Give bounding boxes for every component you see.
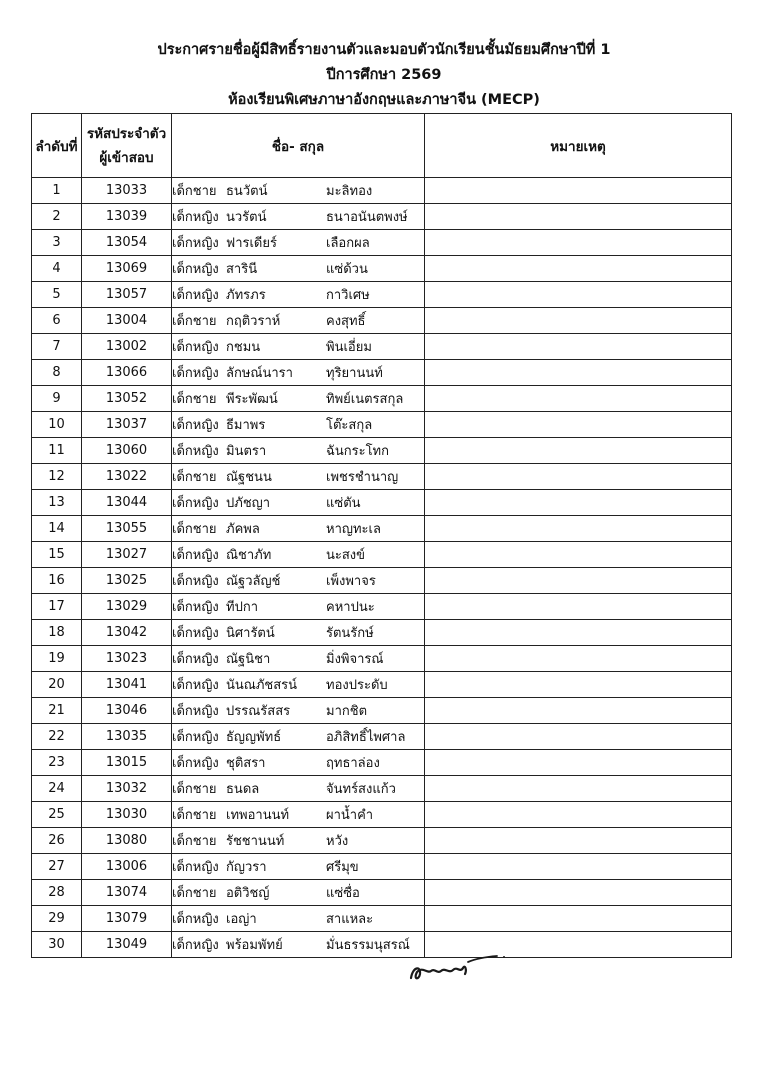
table-row	[32, 282, 732, 308]
first-name: กชมน	[226, 340, 261, 355]
table-row	[32, 308, 732, 334]
table-row	[32, 256, 732, 282]
row-number: 18	[32, 620, 82, 646]
first-name: ณิชาภัท	[226, 548, 272, 563]
name-prefix: เด็กหญิง	[172, 756, 219, 771]
student-name	[172, 802, 425, 828]
exam-id: 13046	[82, 698, 172, 724]
remark	[425, 698, 732, 724]
exam-id: 13015	[82, 750, 172, 776]
first-name: กฤติวราห์	[226, 314, 281, 329]
remark	[425, 594, 732, 620]
last-name: โต๊ะสกุล	[326, 418, 373, 433]
first-name: เทพอานนท์	[226, 808, 290, 823]
exam-id: 13033	[82, 178, 172, 204]
row-number: 30	[32, 932, 82, 958]
name-prefix: เด็กหญิง	[172, 678, 219, 693]
name-prefix: เด็กชาย	[172, 392, 217, 407]
last-name: แซ่ซื่อ	[326, 886, 360, 901]
row-number: 10	[32, 412, 82, 438]
column-header-remark: หมายเหตุ	[425, 114, 732, 178]
first-name: นวรัตน์	[226, 210, 267, 225]
column-header-exam-id	[82, 114, 172, 178]
last-name: รัตนรักษ์	[326, 626, 374, 641]
student-name	[172, 932, 425, 958]
last-name: มั่นธรรมนุสรณ์	[326, 938, 410, 953]
name-prefix: เด็กหญิง	[172, 262, 219, 277]
remark	[425, 828, 732, 854]
student-name	[172, 880, 425, 906]
table-row	[32, 594, 732, 620]
remark	[425, 802, 732, 828]
remark	[425, 178, 732, 204]
exam-id: 13006	[82, 854, 172, 880]
first-name: ภัทรภร	[226, 288, 266, 303]
row-number: 14	[32, 516, 82, 542]
exam-id: 13049	[82, 932, 172, 958]
last-name: เพ็งพาจร	[326, 574, 376, 589]
table-row	[32, 932, 732, 958]
row-number: 22	[32, 724, 82, 750]
table-row	[32, 802, 732, 828]
first-name: ฟารเดียร์	[226, 236, 277, 251]
table-row	[32, 672, 732, 698]
table-row	[32, 230, 732, 256]
document-header	[0, 38, 768, 113]
remark	[425, 464, 732, 490]
first-name: ณัฐวลัญช์	[226, 574, 281, 589]
first-name: ณัฐชนน	[226, 470, 272, 485]
remark	[425, 516, 732, 542]
remark	[425, 880, 732, 906]
exam-id: 13054	[82, 230, 172, 256]
last-name: แซ่ตัน	[326, 496, 361, 511]
row-number: 12	[32, 464, 82, 490]
first-name: รัชชานนท์	[226, 834, 285, 849]
remark	[425, 438, 732, 464]
last-name: ธนาอนันตพงษ์	[326, 210, 408, 225]
first-name: ธนดล	[226, 782, 260, 797]
exam-id: 13004	[82, 308, 172, 334]
exam-id: 13025	[82, 568, 172, 594]
row-number: 11	[32, 438, 82, 464]
row-number: 4	[32, 256, 82, 282]
name-prefix: เด็กหญิง	[172, 730, 219, 745]
last-name: ฤทธาล่อง	[326, 756, 380, 771]
name-prefix: เด็กหญิง	[172, 496, 219, 511]
row-number: 13	[32, 490, 82, 516]
exam-id: 13052	[82, 386, 172, 412]
table-row	[32, 828, 732, 854]
student-name	[172, 282, 425, 308]
exam-id: 13060	[82, 438, 172, 464]
first-name: ธีมาพร	[226, 418, 266, 433]
table-row	[32, 178, 732, 204]
table-row	[32, 568, 732, 594]
last-name: พินเอี่ยม	[326, 340, 372, 355]
exam-id: 13029	[82, 594, 172, 620]
announcement-title: ประกาศรายชื่อผู้มีสิทธิ์รายงานตัวและมอบตัวนักเรียนชั้นมัธยมศึกษาปีที่ 1	[157, 42, 611, 58]
name-prefix: เด็กหญิง	[172, 340, 219, 355]
row-number: 8	[32, 360, 82, 386]
table-row	[32, 854, 732, 880]
row-number: 5	[32, 282, 82, 308]
table-row	[32, 464, 732, 490]
table-row	[32, 386, 732, 412]
first-name: นันณภัชสรน์	[226, 678, 298, 693]
first-name: พีระพัฒน์	[226, 392, 278, 407]
student-name	[172, 750, 425, 776]
last-name: นะสงข์	[326, 548, 366, 563]
remark	[425, 776, 732, 802]
remark	[425, 542, 732, 568]
last-name: ทองประดับ	[326, 678, 388, 693]
student-name	[172, 308, 425, 334]
student-name	[172, 906, 425, 932]
table-row	[32, 698, 732, 724]
row-number: 27	[32, 854, 82, 880]
remark	[425, 750, 732, 776]
row-number: 16	[32, 568, 82, 594]
last-name: ฉันกระโทก	[326, 444, 390, 459]
last-name: อภิสิทธิ์ไพศาล	[326, 730, 406, 745]
row-number: 21	[32, 698, 82, 724]
exam-id: 13037	[82, 412, 172, 438]
remark	[425, 568, 732, 594]
table-row	[32, 490, 732, 516]
first-name: ภัคพล	[226, 522, 260, 537]
remark	[425, 256, 732, 282]
name-prefix: เด็กชาย	[172, 184, 217, 199]
remark	[425, 282, 732, 308]
student-name	[172, 360, 425, 386]
name-prefix: เด็กหญิง	[172, 574, 219, 589]
last-name: ทุริยานนท์	[326, 366, 383, 381]
first-name: สารินี	[226, 262, 258, 277]
student-name	[172, 646, 425, 672]
column-header-no: ลำดับที่	[32, 114, 82, 178]
header-row	[32, 114, 732, 178]
table-row	[32, 204, 732, 230]
first-name: มินตรา	[226, 444, 267, 459]
first-name: พร้อมพัทย์	[226, 938, 283, 953]
column-header-exam-id-line1: รหัสประจำตัว	[86, 125, 167, 142]
student-name	[172, 568, 425, 594]
row-number: 7	[32, 334, 82, 360]
name-prefix: เด็กหญิง	[172, 548, 219, 563]
column-header-exam-id-line2: ผู้เข้าสอบ	[99, 149, 154, 166]
name-prefix: เด็กชาย	[172, 886, 217, 901]
student-name	[172, 256, 425, 282]
name-prefix: เด็กหญิง	[172, 210, 219, 225]
first-name: ทีปกา	[226, 600, 258, 615]
table-row	[32, 360, 732, 386]
last-name: ศรีมุข	[326, 860, 359, 875]
table-row	[32, 750, 732, 776]
name-prefix: เด็กชาย	[172, 470, 217, 485]
exam-id: 13079	[82, 906, 172, 932]
table-row	[32, 880, 732, 906]
row-number: 23	[32, 750, 82, 776]
exam-id: 13041	[82, 672, 172, 698]
exam-id: 13042	[82, 620, 172, 646]
row-number: 6	[32, 308, 82, 334]
table-body	[32, 178, 732, 958]
row-number: 3	[32, 230, 82, 256]
row-number: 19	[32, 646, 82, 672]
exam-id: 13022	[82, 464, 172, 490]
last-name: มากชิต	[326, 704, 368, 719]
last-name: คงสุทธิ์	[326, 314, 366, 329]
name-prefix: เด็กชาย	[172, 314, 217, 329]
student-name	[172, 334, 425, 360]
row-number: 2	[32, 204, 82, 230]
table-row	[32, 620, 732, 646]
student-name	[172, 464, 425, 490]
exam-id: 13066	[82, 360, 172, 386]
exam-id: 13069	[82, 256, 172, 282]
student-name	[172, 672, 425, 698]
remark	[425, 672, 732, 698]
table-row	[32, 334, 732, 360]
name-prefix: เด็กหญิง	[172, 938, 219, 953]
row-number: 24	[32, 776, 82, 802]
name-prefix: เด็กหญิง	[172, 626, 219, 641]
student-name	[172, 490, 425, 516]
student-name	[172, 828, 425, 854]
row-number: 28	[32, 880, 82, 906]
remark	[425, 854, 732, 880]
remark	[425, 308, 732, 334]
remark	[425, 620, 732, 646]
exam-id: 13074	[82, 880, 172, 906]
exam-id: 13055	[82, 516, 172, 542]
student-name	[172, 178, 425, 204]
row-number: 20	[32, 672, 82, 698]
name-prefix: เด็กชาย	[172, 808, 217, 823]
remark	[425, 386, 732, 412]
exam-id: 13030	[82, 802, 172, 828]
exam-id: 13080	[82, 828, 172, 854]
first-name: อติวิชญ์	[226, 886, 270, 901]
last-name: หวัง	[326, 834, 349, 849]
row-number: 29	[32, 906, 82, 932]
academic-year: ปีการศึกษา 2569	[326, 67, 442, 83]
first-name: กัญวรา	[226, 860, 267, 875]
student-name	[172, 516, 425, 542]
remark	[425, 360, 732, 386]
row-number: 9	[32, 386, 82, 412]
name-prefix: เด็กหญิง	[172, 704, 219, 719]
first-name: ธนวัตน์	[226, 184, 268, 199]
name-prefix: เด็กหญิง	[172, 288, 219, 303]
student-name	[172, 204, 425, 230]
name-prefix: เด็กหญิง	[172, 236, 219, 251]
remark	[425, 230, 732, 256]
first-name: ปภัชญา	[226, 496, 271, 511]
student-name	[172, 438, 425, 464]
student-name	[172, 620, 425, 646]
remark	[425, 724, 732, 750]
student-name	[172, 854, 425, 880]
row-number: 25	[32, 802, 82, 828]
exam-id: 13039	[82, 204, 172, 230]
last-name: จันทร์สงแก้ว	[326, 782, 396, 797]
first-name: ลักษณ์นารา	[226, 366, 293, 381]
last-name: มิ่งพิจารณ์	[326, 652, 384, 667]
remark	[425, 204, 732, 230]
exam-id: 13032	[82, 776, 172, 802]
last-name: แซ่ด้วน	[326, 262, 368, 277]
first-name: ธัญญพัทธ์	[226, 730, 282, 745]
remark	[425, 334, 732, 360]
student-name	[172, 698, 425, 724]
last-name: คหาปนะ	[326, 600, 375, 615]
last-name: เพชรชำนาญ	[326, 470, 399, 485]
name-prefix: เด็กหญิง	[172, 418, 219, 433]
name-prefix: เด็กหญิง	[172, 366, 219, 381]
column-header-name: ชื่อ- สกุล	[172, 114, 425, 178]
last-name: เลือกผล	[326, 236, 370, 251]
student-name	[172, 230, 425, 256]
program-name: ห้องเรียนพิเศษภาษาอังกฤษและภาษาจีน (MECP)	[228, 92, 540, 108]
last-name: สาแหละ	[326, 912, 374, 927]
name-prefix: เด็กหญิง	[172, 444, 219, 459]
exam-id: 13002	[82, 334, 172, 360]
table-row	[32, 724, 732, 750]
last-name: กาวิเศษ	[326, 288, 370, 303]
first-name: ปรรณรัสสร	[226, 704, 291, 719]
remark	[425, 412, 732, 438]
name-prefix: เด็กหญิง	[172, 912, 219, 927]
first-name: ณัฐนิชา	[226, 652, 271, 667]
student-name	[172, 412, 425, 438]
table-row	[32, 412, 732, 438]
student-name	[172, 724, 425, 750]
last-name: ผาน้ำคำ	[326, 808, 374, 823]
name-prefix: เด็กหญิง	[172, 600, 219, 615]
row-number: 26	[32, 828, 82, 854]
exam-id: 13027	[82, 542, 172, 568]
first-name: นิศารัตน์	[226, 626, 275, 641]
last-name: มะลิทอง	[326, 184, 373, 199]
name-prefix: เด็กชาย	[172, 834, 217, 849]
row-number: 15	[32, 542, 82, 568]
remark	[425, 646, 732, 672]
remark	[425, 906, 732, 932]
name-prefix: เด็กหญิง	[172, 652, 219, 667]
exam-id: 13044	[82, 490, 172, 516]
row-number: 1	[32, 178, 82, 204]
exam-id: 13057	[82, 282, 172, 308]
exam-id: 13035	[82, 724, 172, 750]
table-row	[32, 516, 732, 542]
handwritten-signature	[405, 944, 515, 989]
table-row	[32, 646, 732, 672]
table-row	[32, 438, 732, 464]
student-roster-table	[31, 113, 732, 958]
first-name: เอญ่า	[226, 912, 257, 927]
table-row	[32, 906, 732, 932]
table-row	[32, 776, 732, 802]
table-row	[32, 542, 732, 568]
student-name	[172, 776, 425, 802]
name-prefix: เด็กชาย	[172, 782, 217, 797]
name-prefix: เด็กหญิง	[172, 860, 219, 875]
student-name	[172, 594, 425, 620]
student-name	[172, 542, 425, 568]
student-name	[172, 386, 425, 412]
exam-id: 13023	[82, 646, 172, 672]
table-header	[32, 114, 732, 178]
first-name: ชุติสรา	[226, 756, 266, 771]
row-number: 17	[32, 594, 82, 620]
remark	[425, 490, 732, 516]
name-prefix: เด็กชาย	[172, 522, 217, 537]
last-name: หาญทะเล	[326, 522, 381, 537]
last-name: ทิพย์เนตรสกุล	[326, 392, 404, 407]
